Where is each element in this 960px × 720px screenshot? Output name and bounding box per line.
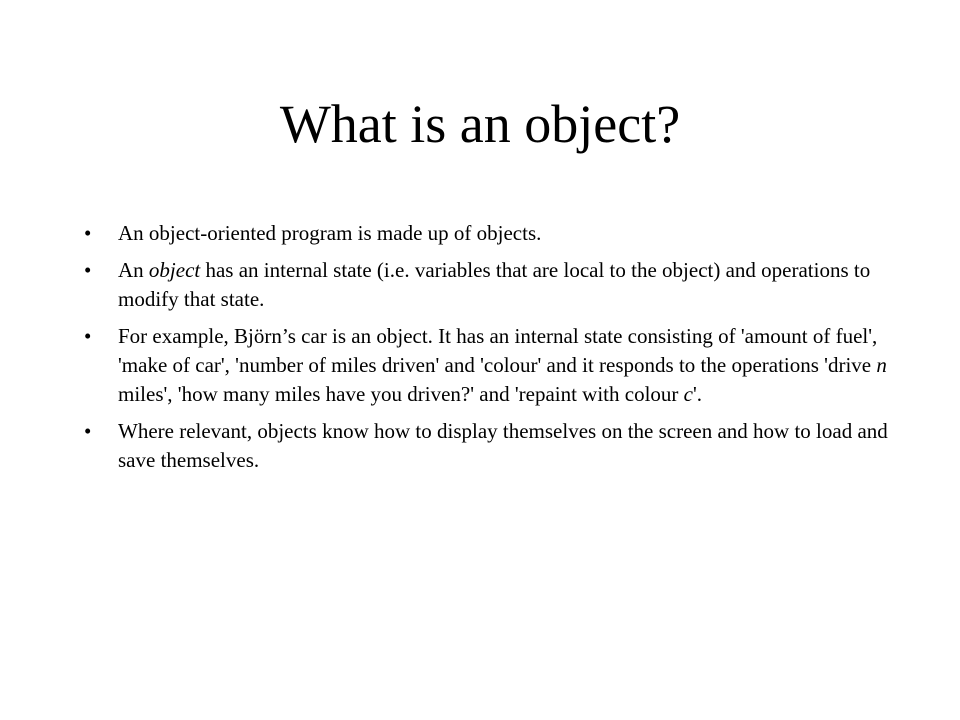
bullet-text: Where relevant, objects know how to display themselves on the screen and how to load and save themselves.	[118, 419, 888, 472]
bullet-text: An object has an internal state (i.e. variables that are local to the object) and operations to modify that state.	[118, 258, 871, 311]
bullet-text: For example, Björn’s car is an object. It has an internal state consisting of 'amount of fuel', 'make of car', 'number of miles driven' and 'colour' and it responds to the operations 'drive n miles', 'how many miles have you driven?' and 'repaint with colour c'.	[118, 324, 887, 406]
bullet-icon: •	[84, 324, 92, 348]
bullet-icon: •	[84, 258, 92, 282]
bullet-text: An object-oriented program is made up of objects.	[118, 221, 542, 245]
bullet-item	[84, 219, 904, 248]
bullet-icon: •	[84, 419, 92, 443]
bullet-item	[84, 256, 904, 314]
bullet-item	[84, 417, 904, 475]
bullet-item	[84, 322, 904, 409]
slide-title: What is an object?	[279, 94, 681, 154]
bullet-list	[84, 219, 904, 483]
bullet-icon: •	[84, 221, 92, 245]
